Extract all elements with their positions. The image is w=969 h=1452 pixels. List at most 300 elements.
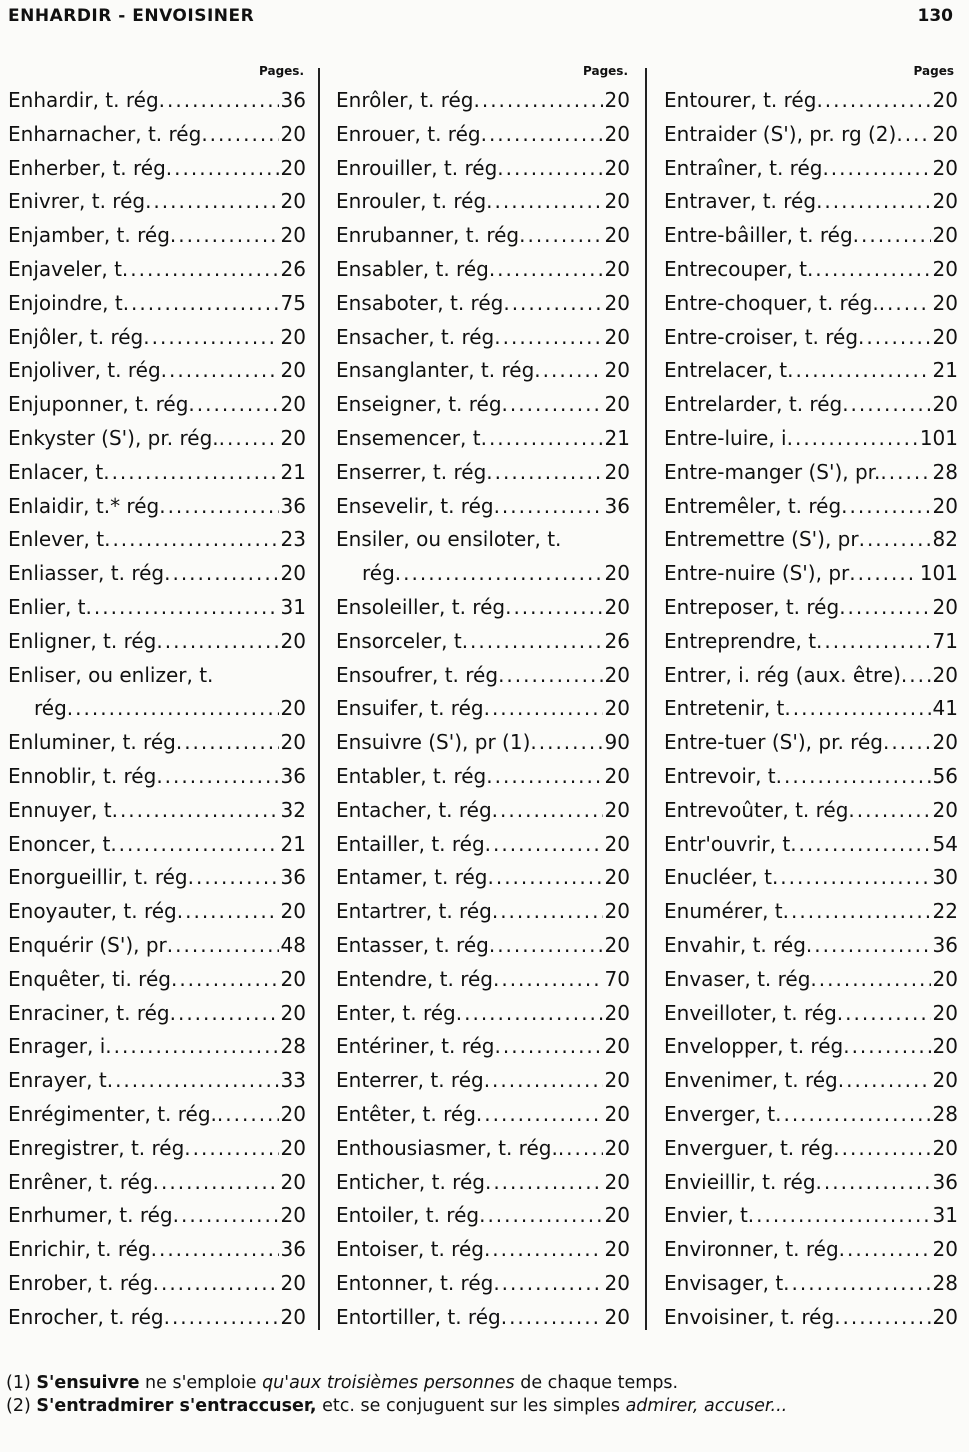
leader-dots bbox=[502, 388, 603, 422]
leader-dots bbox=[143, 321, 278, 355]
index-entry bbox=[664, 185, 958, 219]
entry-page: 20 bbox=[932, 392, 958, 417]
index-entry bbox=[8, 861, 306, 895]
leader-dots bbox=[816, 625, 931, 659]
entry-term: Enherber, t. rég bbox=[8, 155, 166, 180]
leader-dots bbox=[188, 388, 278, 422]
entry-term: Ensuivre (S'), pr (1) bbox=[336, 730, 531, 755]
entry-page: 20 bbox=[932, 290, 958, 315]
entry-page: 31 bbox=[932, 1203, 958, 1228]
index-entry bbox=[664, 1030, 958, 1064]
index-entry bbox=[664, 253, 958, 287]
entry-term: Enquêter, ti. rég bbox=[8, 966, 171, 991]
entry-term: Entasser, t. rég bbox=[336, 932, 489, 957]
entry-page: 20 bbox=[932, 1034, 958, 1059]
footnote bbox=[6, 1395, 955, 1418]
entry-term: Enrêner, t. rég bbox=[8, 1169, 153, 1194]
leader-dots bbox=[156, 760, 278, 794]
index-entry bbox=[664, 895, 958, 929]
column-3 bbox=[664, 62, 958, 1334]
entry-page: 33 bbox=[280, 1068, 306, 1093]
entry-page: 20 bbox=[604, 865, 630, 890]
footnote bbox=[6, 1372, 955, 1395]
entry-page: 20 bbox=[932, 1304, 958, 1329]
entry-term: Enjôler, t. rég bbox=[8, 324, 144, 349]
index-entry bbox=[664, 1301, 958, 1335]
index-entry bbox=[336, 1132, 630, 1166]
entry-term: Entrer, i. rég (aux. être) bbox=[664, 662, 901, 687]
entry-page: 20 bbox=[604, 392, 630, 417]
entry-term: Ennuyer, t bbox=[8, 797, 112, 822]
index-entry bbox=[664, 557, 958, 591]
entry-term: Entacher, t. rég bbox=[336, 797, 492, 822]
entry-term: Enlier, t bbox=[8, 594, 86, 619]
entry-page: 20 bbox=[932, 1237, 958, 1262]
entry-term: Enjamber, t. rég bbox=[8, 223, 170, 248]
leader-dots bbox=[481, 422, 603, 456]
entry-page: 20 bbox=[604, 256, 630, 281]
index-entry bbox=[664, 861, 958, 895]
entry-page: 26 bbox=[604, 628, 630, 653]
entry-page: 20 bbox=[604, 1304, 630, 1329]
entry-term: Ensuifer, t. rég bbox=[336, 696, 484, 721]
index-entry bbox=[336, 591, 630, 625]
leader-dots bbox=[153, 1267, 279, 1301]
leader-dots bbox=[486, 456, 602, 490]
entry-page: 36 bbox=[604, 493, 630, 518]
entry-term: Entreposer, t. rég bbox=[664, 594, 840, 619]
index-entry bbox=[8, 659, 306, 693]
entry-term: Envoisiner, t. rég bbox=[664, 1304, 835, 1329]
index-entry bbox=[664, 1267, 958, 1301]
entry-page: 48 bbox=[280, 932, 306, 957]
leader-dots bbox=[896, 118, 930, 152]
index-entry bbox=[336, 557, 630, 591]
entry-page: 20 bbox=[604, 561, 630, 586]
index-entry bbox=[8, 1030, 306, 1064]
leader-dots bbox=[151, 1233, 279, 1267]
index-entry bbox=[8, 321, 306, 355]
entry-page: 101 bbox=[919, 425, 958, 450]
entry-page: 20 bbox=[280, 966, 306, 991]
entry-term: Entortiller, t. rég bbox=[336, 1304, 501, 1329]
index-entry bbox=[8, 354, 306, 388]
index-entry bbox=[336, 1267, 630, 1301]
leader-dots bbox=[107, 1064, 279, 1098]
entry-term: Environner, t. rég bbox=[664, 1237, 839, 1262]
index-entry bbox=[664, 321, 958, 355]
entry-term: Enquérir (S'), pr bbox=[8, 932, 167, 957]
entry-page: 20 bbox=[604, 223, 630, 248]
entry-page: 20 bbox=[604, 121, 630, 146]
index-entry bbox=[664, 388, 958, 422]
entry-page: 20 bbox=[604, 831, 630, 856]
index-entry bbox=[336, 828, 630, 862]
index-entry bbox=[8, 118, 306, 152]
index-entry bbox=[8, 1064, 306, 1098]
leader-dots bbox=[505, 591, 602, 625]
entry-term: Enrager, i bbox=[8, 1034, 106, 1059]
leader-dots bbox=[853, 219, 931, 253]
index-entry bbox=[336, 490, 630, 524]
entry-page: 22 bbox=[932, 899, 958, 924]
entry-page: 20 bbox=[604, 189, 630, 214]
leader-dots bbox=[833, 1132, 930, 1166]
page-number: 130 bbox=[917, 6, 953, 26]
entry-page: 36 bbox=[280, 763, 306, 788]
entry-page: 20 bbox=[280, 561, 306, 586]
entry-term: Entêter, t. rég bbox=[336, 1101, 476, 1126]
index-entry bbox=[664, 659, 958, 693]
index-entry bbox=[8, 490, 306, 524]
leader-dots bbox=[159, 490, 278, 524]
entry-page: 20 bbox=[280, 696, 306, 721]
entry-term: Enjoliver, t. rég bbox=[8, 358, 161, 383]
index-entry bbox=[8, 963, 306, 997]
entry-page: 20 bbox=[932, 88, 958, 112]
leader-dots bbox=[775, 1098, 930, 1132]
footnote-text: etc. se conjuguent sur les simples bbox=[322, 1396, 620, 1416]
footnote-italic: qu'aux troisièmes personnes bbox=[262, 1373, 515, 1393]
leader-dots bbox=[473, 84, 602, 118]
leader-dots bbox=[176, 726, 279, 760]
entry-term: Enligner, t. rég bbox=[8, 628, 157, 653]
entry-page: 28 bbox=[932, 1101, 958, 1126]
entry-page: 20 bbox=[280, 899, 306, 924]
leader-dots bbox=[171, 963, 279, 997]
entry-term: Entre-choquer, t. rég. bbox=[664, 290, 879, 315]
entry-page: 21 bbox=[280, 831, 306, 856]
leader-dots bbox=[810, 963, 930, 997]
leader-dots bbox=[558, 1132, 603, 1166]
entry-page: 20 bbox=[280, 392, 306, 417]
entry-page: 20 bbox=[280, 1270, 306, 1295]
entry-term: Enrayer, t bbox=[8, 1068, 107, 1093]
entry-term: Envieillir, t. rég bbox=[664, 1169, 816, 1194]
entry-term: Entrecouper, t bbox=[664, 256, 807, 281]
entry-page: 36 bbox=[280, 865, 306, 890]
leader-dots bbox=[806, 929, 931, 963]
entry-page: 20 bbox=[280, 628, 306, 653]
entry-term: Ensanglanter, t. rég bbox=[336, 358, 535, 383]
entry-page: 20 bbox=[604, 1000, 630, 1025]
column-divider bbox=[645, 68, 647, 1330]
index-entry bbox=[336, 692, 630, 726]
index-entry bbox=[336, 422, 630, 456]
leader-dots bbox=[842, 388, 930, 422]
leader-dots bbox=[748, 1199, 931, 1233]
entry-page: 82 bbox=[932, 527, 958, 552]
entry-page: 20 bbox=[604, 1203, 630, 1228]
index-entry bbox=[664, 422, 958, 456]
leader-dots bbox=[498, 659, 602, 693]
entry-page: 20 bbox=[932, 121, 958, 146]
leader-dots bbox=[530, 726, 602, 760]
index-entry bbox=[8, 388, 306, 422]
leader-dots bbox=[123, 287, 279, 321]
footnote-term: S'entradmirer s'entraccuser, bbox=[36, 1396, 317, 1416]
entry-page: 20 bbox=[604, 1101, 630, 1126]
entry-page: 20 bbox=[932, 1068, 958, 1093]
leader-dots bbox=[519, 219, 602, 253]
entry-page: 21 bbox=[280, 459, 306, 484]
entry-page: 20 bbox=[280, 121, 306, 146]
leader-dots bbox=[217, 1098, 279, 1132]
index-entry bbox=[664, 287, 958, 321]
entry-page: 20 bbox=[604, 797, 630, 822]
leader-dots bbox=[161, 354, 279, 388]
entry-term: Envaser, t. rég bbox=[664, 966, 811, 991]
entry-page: 36 bbox=[280, 1237, 306, 1262]
entry-page: 101 bbox=[919, 561, 958, 586]
index-entry bbox=[336, 523, 630, 557]
leader-dots bbox=[67, 692, 279, 726]
leader-dots bbox=[487, 861, 602, 895]
index-entry bbox=[8, 828, 306, 862]
leader-dots bbox=[838, 1064, 931, 1098]
entry-term: Enumérer, t bbox=[664, 899, 783, 924]
leader-dots bbox=[787, 422, 918, 456]
entry-term: Entraîner, t. rég bbox=[664, 155, 823, 180]
entry-term: rég bbox=[362, 561, 395, 586]
index-entry bbox=[664, 828, 958, 862]
index-entry bbox=[336, 625, 630, 659]
entry-term: Entre-croiser, t. rég bbox=[664, 324, 859, 349]
leader-dots bbox=[495, 1030, 603, 1064]
index-entry bbox=[8, 1233, 306, 1267]
entry-term: Entabler, t. rég bbox=[336, 763, 487, 788]
index-entry bbox=[664, 1199, 958, 1233]
leader-dots bbox=[859, 523, 931, 557]
leader-dots bbox=[776, 760, 931, 794]
index-entry bbox=[336, 253, 630, 287]
leader-dots bbox=[492, 895, 603, 929]
entry-page: 20 bbox=[280, 189, 306, 214]
leader-dots bbox=[484, 1064, 603, 1098]
leader-dots bbox=[479, 1199, 602, 1233]
index-entry bbox=[336, 726, 630, 760]
leader-dots bbox=[462, 625, 603, 659]
index-entry bbox=[336, 287, 630, 321]
index-entry bbox=[8, 1301, 306, 1335]
leader-dots bbox=[395, 557, 603, 591]
index-entry bbox=[664, 591, 958, 625]
index-entry bbox=[664, 963, 958, 997]
leader-dots bbox=[858, 321, 931, 355]
index-entry bbox=[664, 84, 958, 118]
index-entry bbox=[8, 997, 306, 1031]
entry-term: Entamer, t. rég bbox=[336, 865, 488, 890]
leader-dots bbox=[807, 253, 931, 287]
index-entry bbox=[8, 1199, 306, 1233]
entry-term: Ensiler, ou ensiloter, t. bbox=[336, 527, 562, 552]
entry-page: 71 bbox=[932, 628, 958, 653]
entry-page: 20 bbox=[280, 1169, 306, 1194]
entry-term: Ensoufrer, t. rég bbox=[336, 662, 499, 687]
entry-term: Ennoblir, t. rég bbox=[8, 763, 157, 788]
leader-dots bbox=[122, 253, 279, 287]
entry-page: 20 bbox=[932, 594, 958, 619]
entry-page: 20 bbox=[604, 459, 630, 484]
leader-dots bbox=[153, 1166, 279, 1200]
leader-dots bbox=[105, 1030, 278, 1064]
entry-page: 20 bbox=[604, 899, 630, 924]
index-entry bbox=[8, 253, 306, 287]
entry-page: 28 bbox=[932, 1270, 958, 1295]
index-entry bbox=[664, 625, 958, 659]
entry-term: Enseigner, t. rég bbox=[336, 392, 502, 417]
entry-term: Entrevoir, t bbox=[664, 763, 776, 788]
entry-term: Ensoleiller, t. rég bbox=[336, 594, 506, 619]
entry-term: Enlaidir, t.* rég bbox=[8, 493, 160, 518]
entry-term: Enverguer, t. rég bbox=[664, 1135, 834, 1160]
entry-page: 20 bbox=[280, 223, 306, 248]
index-entry bbox=[8, 591, 306, 625]
entry-page: 20 bbox=[932, 1135, 958, 1160]
index-entry bbox=[664, 523, 958, 557]
index-entry bbox=[8, 760, 306, 794]
leader-dots bbox=[501, 1301, 603, 1335]
leader-dots bbox=[485, 1166, 603, 1200]
footnotes bbox=[6, 1372, 955, 1418]
entry-page: 20 bbox=[932, 797, 958, 822]
entry-term: Envier, t bbox=[664, 1203, 748, 1228]
leader-dots bbox=[112, 794, 279, 828]
entry-page: 20 bbox=[280, 324, 306, 349]
index-entry bbox=[336, 861, 630, 895]
index-entry bbox=[664, 1098, 958, 1132]
entry-term: Enthousiasmer, t. rég. bbox=[336, 1135, 558, 1160]
index-entry bbox=[8, 929, 306, 963]
entry-term: Enrocher, t. rég bbox=[8, 1304, 164, 1329]
entry-term: Enivrer, t. rég bbox=[8, 189, 146, 214]
column-2 bbox=[336, 62, 630, 1334]
entry-term: Entre-manger (S'), pr. bbox=[664, 459, 881, 484]
entry-term: Enluminer, t. rég bbox=[8, 730, 176, 755]
entry-page: 20 bbox=[280, 1135, 306, 1160]
index-entry bbox=[8, 152, 306, 186]
leader-dots bbox=[110, 828, 278, 862]
leader-dots bbox=[783, 895, 931, 929]
leader-dots bbox=[481, 118, 603, 152]
index-entry bbox=[336, 760, 630, 794]
leader-dots bbox=[879, 287, 931, 321]
entry-page: 20 bbox=[604, 763, 630, 788]
entry-page: 20 bbox=[280, 425, 306, 450]
entry-term: Enkyster (S'), pr. rég. bbox=[8, 425, 219, 450]
index-entry bbox=[664, 118, 958, 152]
index-entry bbox=[664, 219, 958, 253]
footnote-text: de chaque temps. bbox=[520, 1373, 679, 1393]
index-entry bbox=[336, 1166, 630, 1200]
leader-dots bbox=[883, 726, 931, 760]
entry-term: rég bbox=[34, 696, 67, 721]
entry-term: Entreprendre, t bbox=[664, 628, 817, 653]
entry-term: Enterrer, t. rég bbox=[336, 1068, 484, 1093]
entry-term: Entartrer, t. rég bbox=[336, 899, 492, 924]
entry-page: 20 bbox=[932, 324, 958, 349]
index-entry bbox=[664, 456, 958, 490]
entry-page: 21 bbox=[932, 358, 958, 383]
pages-label: Pages. bbox=[259, 64, 304, 78]
entry-page: 20 bbox=[604, 155, 630, 180]
leader-dots bbox=[164, 1301, 279, 1335]
index-entry bbox=[336, 1233, 630, 1267]
entry-term: Enjoindre, t bbox=[8, 290, 123, 315]
leader-dots bbox=[484, 692, 603, 726]
entry-term: Ensaboter, t. rég bbox=[336, 290, 504, 315]
entry-term: Entremettre (S'), pr bbox=[664, 527, 859, 552]
entry-page: 20 bbox=[932, 189, 958, 214]
leader-dots bbox=[837, 997, 931, 1031]
column-divider bbox=[318, 68, 320, 1330]
entry-term: Entonner, t. rég bbox=[336, 1270, 494, 1295]
index-entry bbox=[336, 84, 630, 118]
entry-page: 20 bbox=[604, 1237, 630, 1262]
entry-term: Entretenir, t bbox=[664, 696, 785, 721]
index-entry bbox=[664, 929, 958, 963]
entry-page: 36 bbox=[932, 932, 958, 957]
leader-dots bbox=[816, 185, 930, 219]
index-entry bbox=[336, 1301, 630, 1335]
index-entry bbox=[8, 523, 306, 557]
entry-term: Enrubanner, t. rég bbox=[336, 223, 520, 248]
footnote-italic: admirer, accuser... bbox=[625, 1396, 788, 1416]
entry-term: Enrober, t. rég bbox=[8, 1270, 153, 1295]
footnote-number: (1) bbox=[6, 1373, 31, 1393]
entry-term: Ensevelir, t. rég bbox=[336, 493, 494, 518]
leader-dots bbox=[494, 490, 603, 524]
entry-term: Ensacher, t. rég bbox=[336, 324, 495, 349]
leader-dots bbox=[901, 659, 931, 693]
entry-page: 31 bbox=[280, 594, 306, 619]
entry-term: Entre-nuire (S'), pr bbox=[664, 561, 850, 586]
index-entry bbox=[8, 1132, 306, 1166]
index-entry bbox=[8, 84, 306, 118]
entry-page: 70 bbox=[604, 966, 630, 991]
index-entry bbox=[664, 760, 958, 794]
entry-page: 20 bbox=[932, 155, 958, 180]
entry-page: 20 bbox=[280, 730, 306, 755]
leader-dots bbox=[834, 1301, 930, 1335]
index-entry bbox=[336, 1064, 630, 1098]
leader-dots bbox=[184, 1132, 278, 1166]
entry-term: Envenimer, t. rég bbox=[664, 1068, 838, 1093]
entry-term: Entourer, t. rég bbox=[664, 88, 817, 112]
leader-dots bbox=[841, 490, 930, 524]
leader-dots bbox=[839, 1233, 931, 1267]
entry-term: Enrhumer, t. rég bbox=[8, 1203, 173, 1228]
entry-page: 20 bbox=[280, 1304, 306, 1329]
entry-term: Ensorceler, t bbox=[336, 628, 462, 653]
index-entry bbox=[336, 659, 630, 693]
index-entry bbox=[8, 456, 306, 490]
entry-term: Enlacer, t bbox=[8, 459, 104, 484]
entry-page: 20 bbox=[280, 1000, 306, 1025]
leader-dots bbox=[492, 794, 603, 828]
leader-dots bbox=[156, 625, 278, 659]
entry-term: Entre-tuer (S'), pr. rég bbox=[664, 730, 883, 755]
leader-dots bbox=[103, 456, 278, 490]
entry-page: 26 bbox=[280, 256, 306, 281]
entry-term: Entoiser, t. rég bbox=[336, 1237, 484, 1262]
entry-page: 41 bbox=[932, 696, 958, 721]
leader-dots bbox=[816, 1166, 931, 1200]
leader-dots bbox=[486, 185, 602, 219]
index-entry bbox=[336, 963, 630, 997]
index-entry bbox=[336, 219, 630, 253]
index-entry bbox=[336, 895, 630, 929]
